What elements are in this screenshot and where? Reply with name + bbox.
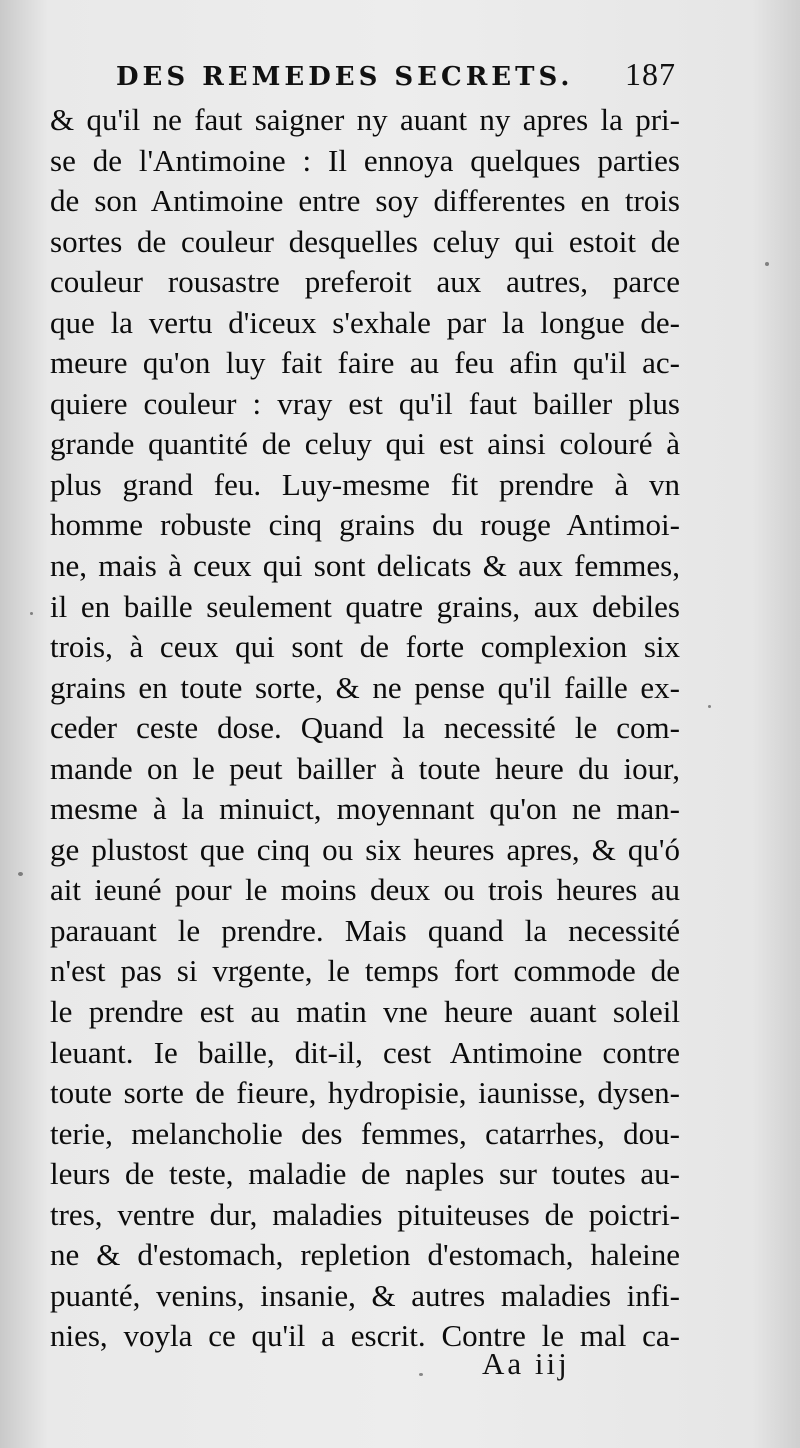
body-text	[50, 100, 680, 1357]
text-line: sortes de couleur desquelles celuy qui estoit de	[50, 223, 680, 259]
text-line: grande quantité de celuy qui est ainsi colouré à	[50, 426, 680, 462]
paper-speck	[18, 872, 23, 876]
text-line: que la vertu d'iceux s'exhale par la longue de-	[50, 304, 680, 340]
text-line: de son Antimoine entre soy differentes en trois	[50, 183, 680, 219]
text-line: ne, mais à ceux qui sont delicats & aux femmes,	[50, 548, 680, 584]
paper-speck	[30, 612, 33, 615]
text-line: & qu'il ne faut saigner ny auant ny apres la pri-	[50, 102, 680, 137]
text-line: couleur rousastre preferoit aux autres, parce	[50, 264, 680, 300]
paper-speck	[708, 705, 711, 708]
text-line: terie, melancholie des femmes, catarrhes, dou-	[50, 1115, 680, 1151]
text-line: plus grand feu. Luy-mesme fit prendre à vn	[50, 466, 680, 502]
text-line: toute sorte de fieure, hydropisie, iaunisse, dysen-	[50, 1075, 680, 1111]
text-line: grains en toute sorte, & ne pense qu'il faille ex-	[50, 669, 680, 705]
text-line: leurs de teste, maladie de naples sur toutes au-	[50, 1156, 680, 1192]
text-line: mesme à la minuict, moyennant qu'on ne man-	[50, 791, 680, 827]
text-line: mande on le peut bailler à toute heure du iour,	[50, 750, 680, 786]
running-title: DES REMEDES SECRETS.	[116, 62, 574, 92]
signature-mark: Aa iij	[482, 1346, 570, 1381]
text-line: nies, voyla ce qu'il a escrit. Contre le mal ca-	[50, 1318, 680, 1354]
text-line: quiere couleur : vray est qu'il faut bailler plus	[50, 385, 680, 421]
text-line: il en baille seulement quatre grains, aux debiles	[50, 588, 680, 624]
text-line: ceder ceste dose. Quand la necessité le com-	[50, 710, 680, 746]
page-number: 187	[625, 56, 676, 92]
running-head	[116, 56, 676, 96]
text-line: se de l'Antimoine : Il ennoya quelques parties	[50, 142, 680, 178]
paper-speck	[765, 262, 769, 266]
text-line: puanté, venins, insanie, & autres maladies infi-	[50, 1277, 680, 1313]
text-line: homme robuste cinq grains du rouge Antimoi-	[50, 507, 680, 543]
text-line: tres, ventre dur, maladies pituiteuses de poictri-	[50, 1196, 680, 1232]
text-line: n'est pas si vrgente, le temps fort commode de	[50, 953, 680, 989]
paper-speck	[419, 1373, 423, 1376]
text-line: ait ieuné pour le moins deux ou trois heures au	[50, 872, 680, 908]
text-line: leuant. Ie baille, dit-il, cest Antimoine contre	[50, 1034, 680, 1070]
text-line: trois, à ceux qui sont de forte complexion six	[50, 629, 680, 665]
text-line: le prendre est au matin vne heure auant soleil	[50, 994, 680, 1030]
text-line: meure qu'on luy fait faire au feu afin qu'il ac-	[50, 345, 680, 381]
text-line: ge plustost que cinq ou six heures apres, & qu'ó	[50, 831, 680, 867]
text-line: parauant le prendre. Mais quand la necessité	[50, 912, 680, 948]
text-line: ne & d'estomach, repletion d'estomach, haleine	[50, 1237, 680, 1273]
